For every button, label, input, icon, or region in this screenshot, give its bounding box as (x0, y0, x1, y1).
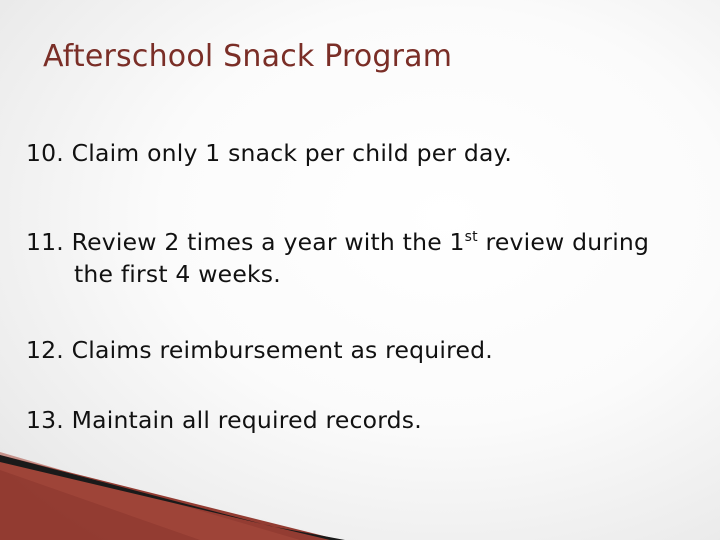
slide-title: Afterschool Snack Program (43, 39, 453, 74)
list-item (26, 404, 422, 436)
list-item-continuation: the first 4 weeks. (74, 260, 281, 288)
list-item (26, 226, 649, 290)
list-item-text: 10. Claim only 1 snack per child per day. (26, 139, 513, 167)
list-item-text: 11. Review 2 times a year with the 1 (26, 228, 465, 256)
list-item-text: review during (477, 228, 650, 256)
list-item-text: 12. Claims reimbursement as required. (26, 336, 493, 364)
list-item (26, 334, 493, 366)
list-item (26, 137, 512, 169)
list-item-text: 13. Maintain all required records. (26, 406, 422, 434)
ordinal-superscript: st (464, 229, 478, 245)
list-item-line (26, 226, 649, 258)
